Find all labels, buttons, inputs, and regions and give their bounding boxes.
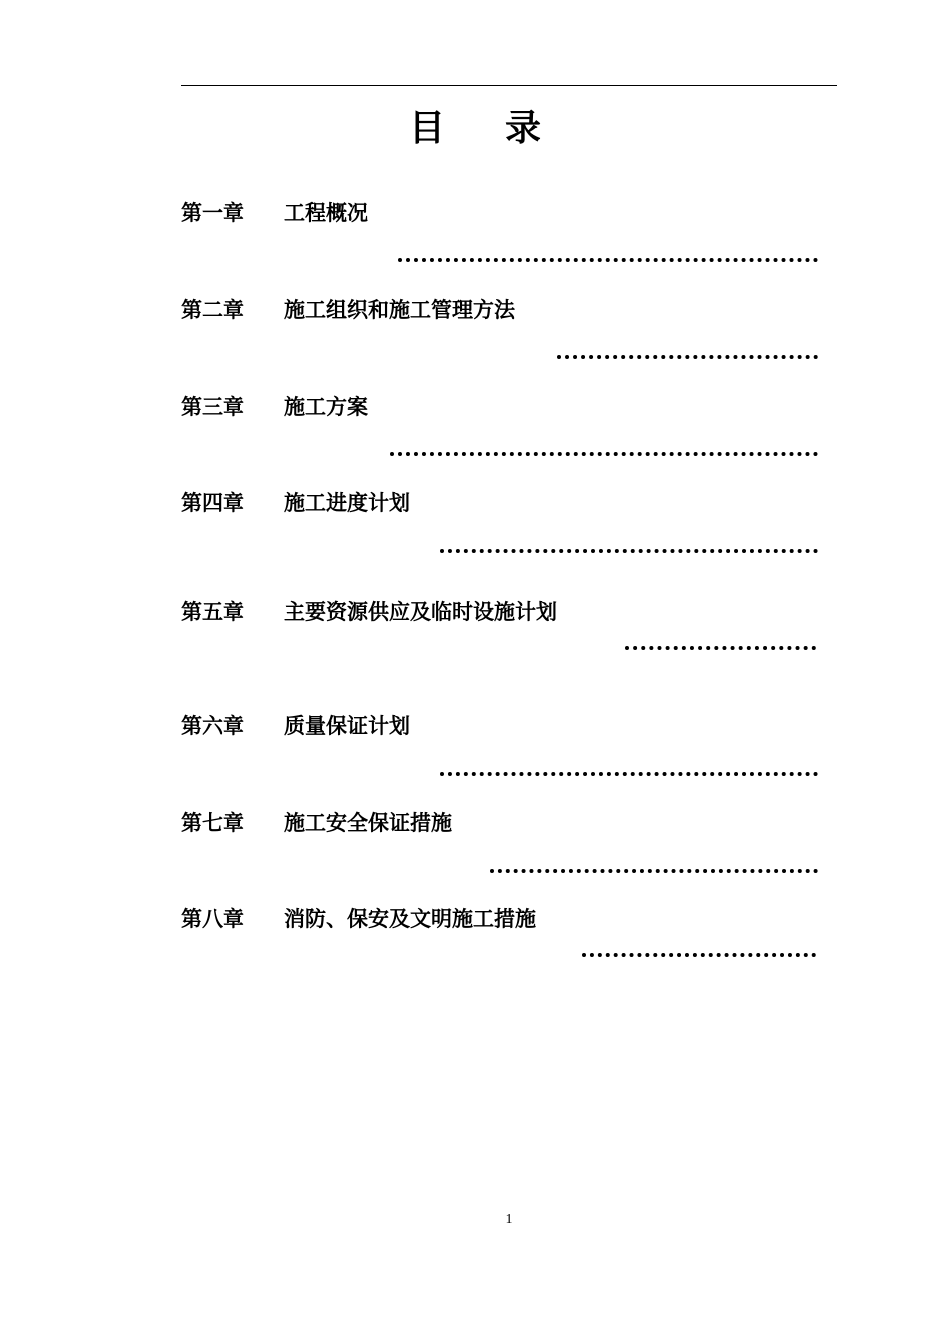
toc-entry-6[interactable] <box>181 709 821 743</box>
toc-entry-4[interactable] <box>181 486 821 520</box>
chapter-title: 消防、保安及文明施工措施 <box>284 906 536 931</box>
toc-entry-2[interactable] <box>181 293 821 327</box>
chapter-title: 施工进度计划 <box>284 490 410 515</box>
dot-leader <box>440 772 818 776</box>
toc-entry-7[interactable] <box>181 806 821 840</box>
chapter-number: 第六章 <box>181 713 244 738</box>
chapter-number: 第三章 <box>181 394 244 419</box>
chapter-number: 第五章 <box>181 599 244 624</box>
chapter-number: 第二章 <box>181 297 244 322</box>
chapter-title: 工程概况 <box>284 200 368 225</box>
chapter-title: 质量保证计划 <box>284 713 410 738</box>
chapter-title: 施工安全保证措施 <box>284 810 452 835</box>
chapter-number: 第八章 <box>181 906 244 931</box>
toc-title-right: 录 <box>505 107 542 149</box>
dot-leader <box>557 355 818 359</box>
dot-leader <box>582 953 816 957</box>
dot-leader <box>440 549 818 553</box>
chapter-title: 主要资源供应及临时设施计划 <box>284 599 557 624</box>
page-number: 1 <box>505 1212 513 1227</box>
chapter-number: 第七章 <box>181 810 244 835</box>
toc-title-left: 目 <box>408 107 445 149</box>
dot-leader <box>390 452 818 456</box>
chapter-number: 第一章 <box>181 200 244 225</box>
dot-leader <box>490 869 818 873</box>
toc-entry-5[interactable] <box>181 595 821 629</box>
toc-entry-8[interactable] <box>181 902 821 936</box>
chapter-title: 施工方案 <box>284 394 368 419</box>
chapter-title: 施工组织和施工管理方法 <box>284 297 515 322</box>
chapter-number: 第四章 <box>181 490 244 515</box>
toc-entry-1[interactable] <box>181 196 821 230</box>
toc-entry-3[interactable] <box>181 390 821 424</box>
dot-leader <box>625 646 816 650</box>
dot-leader <box>398 258 818 262</box>
